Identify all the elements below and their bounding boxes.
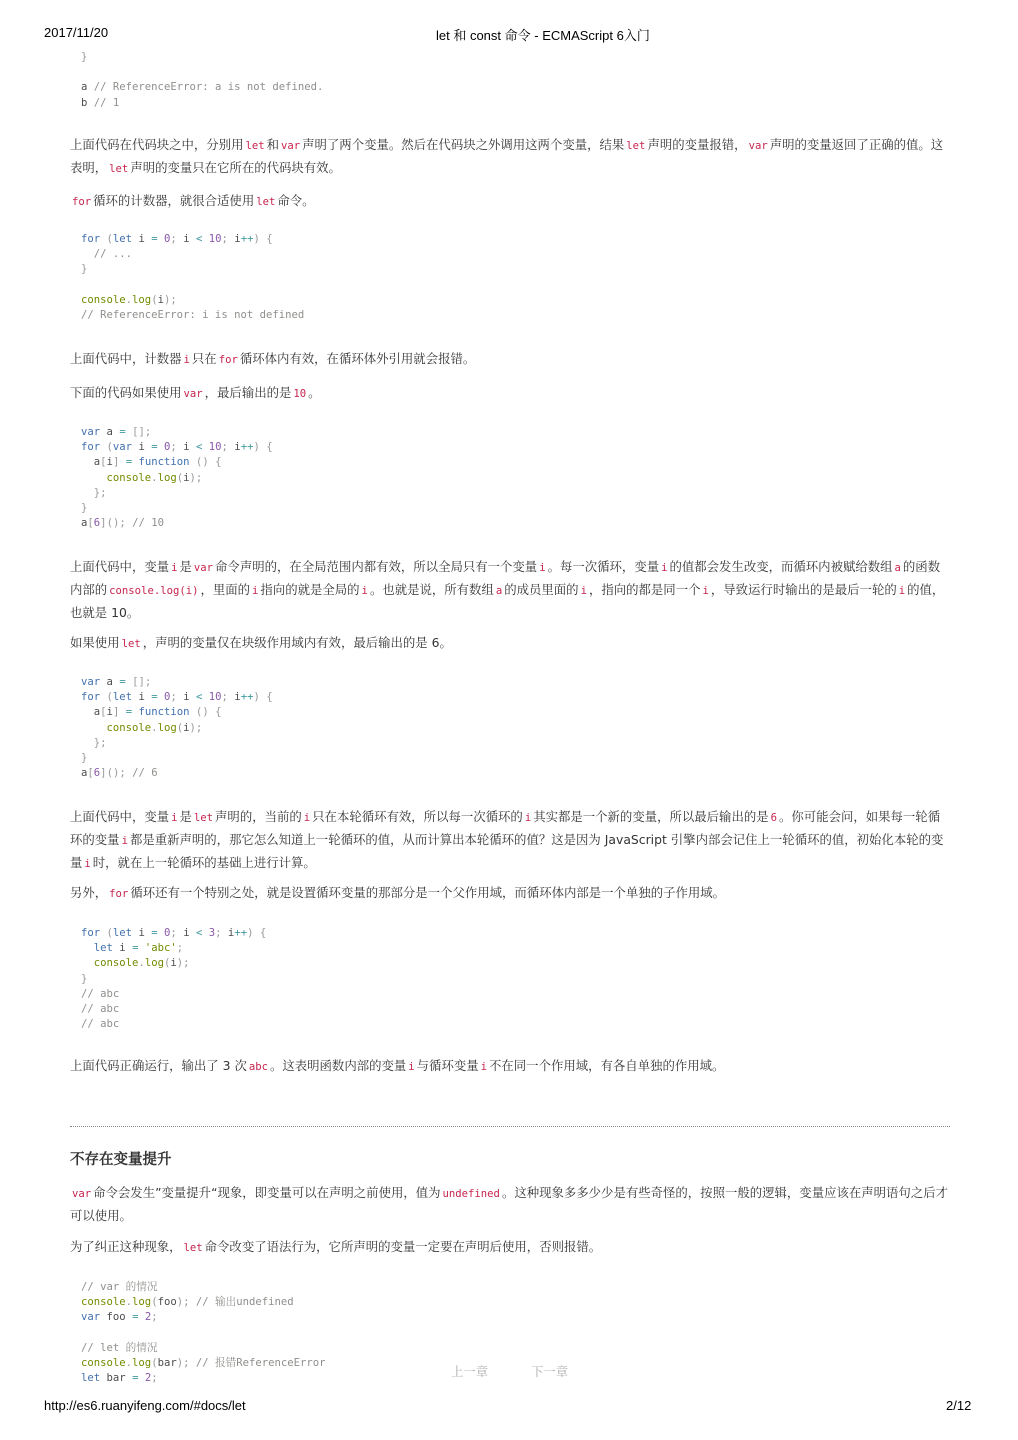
inline-code: i xyxy=(303,812,311,824)
print-url: http://es6.ruanyifeng.com/#docs/let xyxy=(44,1398,246,1413)
paragraph: var 命令会发生”变量提升“现象，即变量可以在声明之前使用，值为 undefined 。这种现象多多少少是有些奇怪的，按照一般的逻辑，变量应该在声明语句之后才可以使用。 xyxy=(70,1185,948,1223)
inline-code: i xyxy=(580,585,587,597)
inline-code: i xyxy=(171,562,178,574)
inline-code: 10 xyxy=(293,388,307,400)
inline-code: abc xyxy=(248,1061,268,1073)
inline-code: let xyxy=(183,1242,203,1254)
inline-code: i xyxy=(524,812,532,824)
inline-code: var xyxy=(281,140,301,152)
print-date: 2017/11/20 xyxy=(44,25,109,40)
inline-code: var xyxy=(183,388,203,400)
inline-code: let xyxy=(121,638,141,650)
inline-code: var xyxy=(72,1188,92,1200)
print-title: let 和 const 命令 - ECMAScript 6入门 xyxy=(436,28,650,43)
inline-code: a xyxy=(894,562,901,574)
inline-code: let xyxy=(193,812,214,824)
inline-code: let xyxy=(626,140,646,152)
inline-code: i xyxy=(539,562,546,574)
inline-code: for xyxy=(72,196,92,208)
inline-code: let xyxy=(256,196,276,208)
code-block: for (let i = 0; i < 10; i++) { // ... } console.log(i); // ReferenceError: i is not defined xyxy=(81,233,305,322)
inline-code: for xyxy=(218,354,238,366)
paragraph: 另外， for 循环还有一个特别之处，就是设置循环变量的那部分是一个父作用域，而循环体内部是一个单独的子作用域。 xyxy=(70,885,726,900)
inline-code: i xyxy=(84,858,91,870)
inline-code: i xyxy=(252,585,259,597)
inline-code: let xyxy=(245,140,265,152)
paragraph: 下面的代码如果使用 var ，最后输出的是 10 。 xyxy=(70,385,321,400)
inline-code: i xyxy=(171,812,178,824)
inline-code: var xyxy=(748,140,768,152)
code-block: } a // ReferenceError: a is not defined. b // 1 xyxy=(81,51,324,109)
inline-code: i xyxy=(480,1061,488,1073)
prev-chapter-link[interactable]: 上一章 xyxy=(451,1364,489,1379)
inline-code: var xyxy=(193,562,214,574)
inline-code: i xyxy=(183,354,190,366)
inline-code: undefined xyxy=(442,1188,500,1200)
code-block: // var 的情况 console.log(foo); // 输出undefined var foo = 2; // let 的情况 console.log(bar); // 报错ReferenceError let bar = 2; xyxy=(81,1281,326,1385)
section-heading: 不存在变量提升 xyxy=(70,1152,172,1168)
next-chapter-link[interactable]: 下一章 xyxy=(531,1364,569,1379)
paragraph: for 循环的计数器，就很合适使用 let 命令。 xyxy=(72,193,315,208)
inline-code: i xyxy=(702,585,709,597)
code-block: var a = []; for (let i = 0; i < 10; i++) { a[i] = function () { console.log(i); }; } a[6](); // 6 xyxy=(81,676,273,780)
inline-code: i xyxy=(661,562,668,574)
code-block: var a = []; for (var i = 0; i < 10; i++) { a[i] = function () { console.log(i); }; } a[6](); // 10 xyxy=(81,426,273,530)
paragraph: 如果使用 let ，声明的变量仅在块级作用域内有效，最后输出的是 6。 xyxy=(70,635,452,650)
paragraph: 为了纠正这种现象， let 命令改变了语法行为，它所声明的变量一定要在声明后使用，否则报错。 xyxy=(70,1239,602,1254)
inline-code: i xyxy=(361,585,368,597)
paragraph: 上面代码中，变量 i 是 var 命令声明的，在全局范围内都有效，所以全局只有一个变量 i 。每一次循环，变量 i 的值都会发生改变，而循环内被赋给数组 a 的函数内部的 console.log(i) ，里面的 i 指向的就是全局的 i 。也就是说，所有数组 a 的成员里面的 i ，指向的都是同一个 i ，导致运行时输出的是最后一轮的 i 的值，也就是 10。 xyxy=(70,559,945,620)
section-divider xyxy=(70,1126,950,1127)
inline-code: for xyxy=(109,888,129,900)
print-page-number: 2/12 xyxy=(946,1398,972,1413)
paragraph: 上面代码中，计数器 i 只在 for 循环体内有效，在循环体外引用就会报错。 xyxy=(70,351,476,366)
inline-code: i xyxy=(408,1061,415,1073)
inline-code: i xyxy=(121,835,128,847)
paragraph: 上面代码正确运行，输出了 3 次 abc 。这表明函数内部的变量 i 与循环变量 i 不在同一个作用域，有各自单独的作用域。 xyxy=(70,1058,725,1073)
inline-code: console.log(i) xyxy=(109,585,199,597)
paragraph: 上面代码在代码块之中，分别用 let 和 var 声明了两个变量。然后在代码块之外调用这两个变量，结果 let 声明的变量报错， var 声明的变量返回了正确的值。这表明， let 声明的变量只在它所在的代码块有效。 xyxy=(70,137,944,175)
inline-code: i xyxy=(898,585,906,597)
code-block: for (let i = 0; i < 3; i++) { let i = 'abc'; console.log(i); } // abc // abc // abc xyxy=(81,927,267,1031)
paragraph: 上面代码中，变量 i 是 let 声明的，当前的 i 只在本轮循环有效，所以每一次循环的 i 其实都是一个新的变量，所以最后输出的是 6 。你可能会问，如果每一轮循环的变量 i 都是重新声明的，那它怎么知道上一轮循环的值，从而计算出本轮循环的值？这是因为 JavaScript 引擎内部会记住上一轮循环的值，初始化本轮的变量 i 时，就在上一轮循环的基础上进行计算。 xyxy=(70,809,944,870)
inline-code: let xyxy=(109,163,129,175)
inline-code: a xyxy=(495,585,503,597)
inline-code: 6 xyxy=(770,812,778,824)
